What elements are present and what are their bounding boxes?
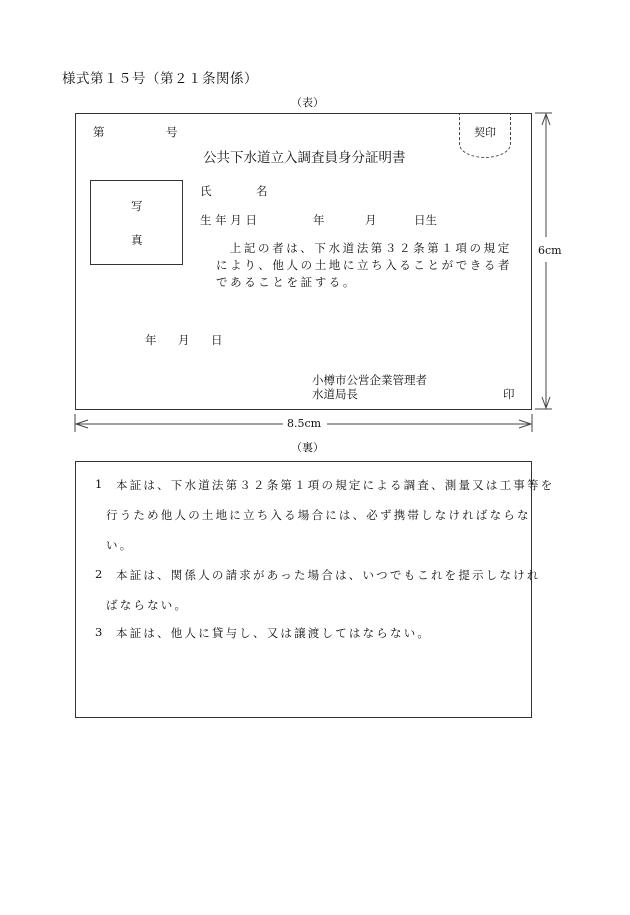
name-label-1: 氏 <box>200 184 212 198</box>
issuer-seal: 印 <box>503 387 515 401</box>
photo-label-1: 写 <box>131 199 143 213</box>
birth-year-label: 年 <box>313 213 325 227</box>
seal-label: 契印 <box>474 126 496 139</box>
back-item-3-line-1: 本証は、他人に貸与し、又は譲渡してはならない。 <box>116 626 432 640</box>
date-year-label: 年 <box>145 333 157 347</box>
birth-day-label: 日生 <box>414 213 437 227</box>
number-suffix: 号 <box>166 125 178 139</box>
back-item-1-line-3: い。 <box>106 538 134 552</box>
photo-label-2: 真 <box>131 233 143 247</box>
height-dimension-label: 6cm <box>538 244 562 257</box>
width-dimension-label: 8.5cm <box>287 417 322 430</box>
birth-month-label: 月 <box>365 213 377 227</box>
back-item-1-number: 1 <box>95 477 105 491</box>
back-section-label: （裏） <box>291 441 324 454</box>
form-title: 様式第１５号（第２１条関係） <box>62 71 258 87</box>
back-item-3-number: 3 <box>95 625 105 639</box>
back-item-1-line-1: 本証は、下水道法第３２条第１項の規定による調査、測量又は工事等を <box>116 478 555 492</box>
date-month-label: 月 <box>178 333 190 347</box>
certification-statement: 上記の者は、下水道法第３２条第１項の規定により、他人の土地に立ち入ることができる者であることを証する。 <box>216 241 513 289</box>
back-item-2-line-2: ばならない。 <box>106 598 189 612</box>
name-label-2: 名 <box>256 184 268 198</box>
back-card <box>75 461 532 718</box>
issuer-line-1: 小樽市公営企業管理者 <box>312 373 427 387</box>
front-section-label: （表） <box>291 96 324 109</box>
birth-label: 生 年 月 日 <box>200 213 257 227</box>
date-day-label: 日 <box>211 333 223 347</box>
back-item-1-line-2: 行うため他人の土地に立ち入る場合には、必ず携帯しなければならな <box>106 508 531 522</box>
back-item-2-number: 2 <box>95 567 105 581</box>
back-item-2-line-1: 本証は、関係人の請求があった場合は、いつでもこれを提示しなけれ <box>116 568 541 582</box>
card-title: 公共下水道立入調査員身分証明書 <box>203 150 406 166</box>
issuer-line-2: 水道局長 <box>312 387 358 401</box>
number-prefix: 第 <box>93 125 105 139</box>
